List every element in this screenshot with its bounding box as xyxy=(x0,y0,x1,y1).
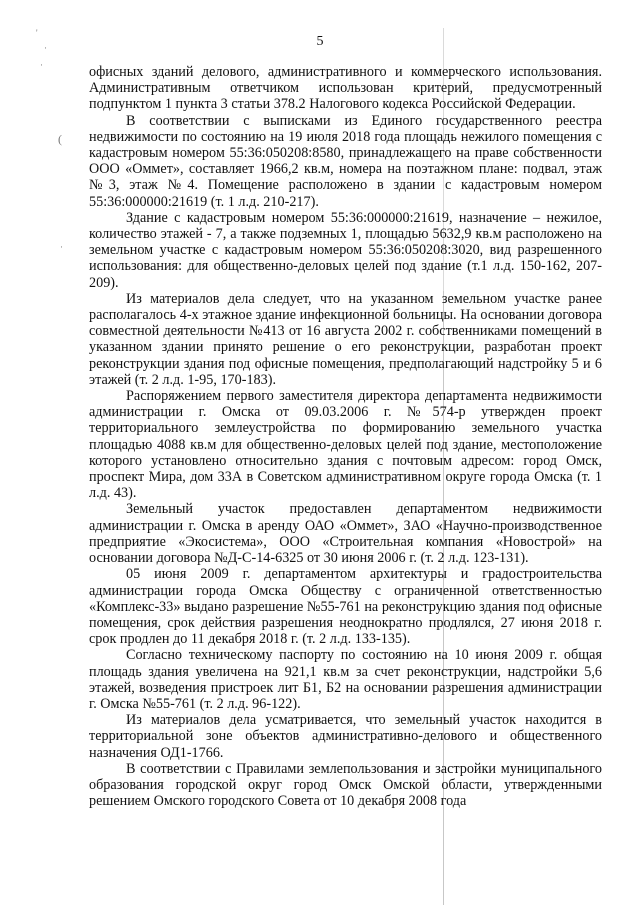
paragraph: Распоряжением первого заместителя директора департамента недвижимости администрации г. Омска от 09.03.2006 г. №574-р утвержден проект территориального землеустройства по формированию земельного участка площадью 4088 кв.м для общественно-деловых целей под здание, местоположение которого установлено относительно здания с почтовым адресом: город Омск, проспект Мира, дом 33А в Советском административном округе города Омска (т. 1 л.д. 43). xyxy=(89,388,602,502)
margin-mark: · xyxy=(44,43,47,53)
paragraph: Земельный участок предоставлен департаментом недвижимости администрации г. Омска в аренду ОАО «Оммет», ЗАО «Научно-производственное предприятие «Экосистема», ООО «Строительная компания «Новострой» на основании договора №Д-С-14-6325 от 30 июня 2006 г. (т. 2 л.д. 123-131). xyxy=(89,501,602,567)
paragraph: В соответствии с выписками из Единого государственного реестра недвижимости по состоянию на 19 июля 2018 года площадь нежилого помещения с кадастровым номером 55:36:050208:8580, принадлежащего на праве собственности ООО «Оммет», составляет 1966,2 кв.м, номера на поэтажном плане: подвал, этаж №3, этаж №4. Помещение расположено в здании с кадастровым номером 55:36:000000:21619 (т. 1 л.д. 210-217). xyxy=(89,112,602,210)
margin-mark: · xyxy=(60,242,63,252)
paragraph: В соответствии с Правилами землепользования и застройки муниципального образования городской округ город Омск Омской области, утвержденными решением Омского городского Совета от 10 декабря 2008 года xyxy=(89,760,602,810)
margin-mark: · xyxy=(40,60,43,70)
paragraph: 05 июня 2009 г. департаментом архитектуры и градостроительства администрации города Омска Обществу с ограниченной ответственностью «Комплекс-33» выдано разрешение №55-761 на реконструкцию здания под офисные помещения, срок действия разрешения неоднократно продлялся, 27 июня 2018 г. срок продлен до 11 декабря 2018 г. (т. 2 л.д. 133-135). xyxy=(89,566,602,648)
paragraph: Из материалов дела следует, что на указанном земельном участке ранее располагалось 4-х этажное здание инфекционной больницы. На основании договора совместной деятельности №413 от 16 августа 2002 г. собственниками помещений в указанном здании принято решение о его реконструкции, разработан проект реконструкции здания под офисные помещения, предполагающий надстройку 5 и 6 этажей (т. 2 л.д. 1-95, 170-183). xyxy=(89,290,602,388)
paragraph: Из материалов дела усматривается, что земельный участок находится в территориальной зоне объектов административно-делового и общественного назначения ОД1-1766. xyxy=(89,712,602,761)
paragraph: Согласно техническому паспорту по состоянию на 10 июня 2009 г. общая площадь здания увеличена на 921,1 кв.м за счет реконструкции, надстройки 5,6 этажей, возведения пристроек лит Б1, Б2 на основании разрешения администрации г. Омска №55-761 (т. 2 л.д. 96-122). xyxy=(89,647,602,712)
paragraph: офисных зданий делового, административного и коммерческого использования. Административным ответчиком использован критерий, предусмотренный подпунктом 1 пункта 3 статьи 378.2 Налогового кодекса Российской Федерации. xyxy=(89,64,602,113)
paragraph: Здание с кадастровым номером 55:36:000000:21619, назначение – нежилое, количество этажей - 7, а также подземных 1, площадью 5632,9 кв.м расположено на земельном участке с кадастровым номером 55:36:050208:3020, вид разрешенного использования: для общественно-деловых целей под здание (т.1 л.д. 150-162, 207-209). xyxy=(89,209,602,291)
document-body xyxy=(89,64,602,809)
margin-mark: ( xyxy=(58,132,62,146)
margin-mark: ' xyxy=(36,28,38,38)
page-number: 5 xyxy=(316,34,324,49)
